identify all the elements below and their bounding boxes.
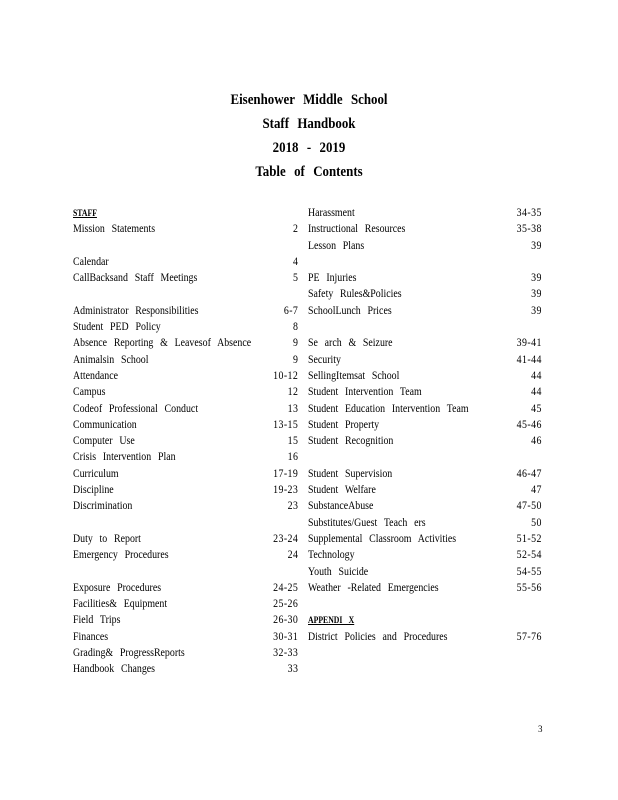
- toc-entry: [73, 221, 298, 237]
- toc-entry-page: 12: [287, 386, 299, 399]
- toc-entry-title: Exposure Procedures: [73, 581, 162, 594]
- toc-entry-page: 51-52: [516, 532, 542, 545]
- toc-entry: [308, 270, 542, 286]
- toc-entry-page: 24-25: [273, 581, 299, 594]
- toc-entry-page: 55-56: [516, 581, 542, 594]
- toc-entry-title: SubstanceAbuse: [308, 500, 374, 513]
- toc-entry-title: Student Property: [308, 418, 380, 431]
- toc-entry-title: CallBacksand Staff Meetings: [73, 272, 198, 285]
- toc-entry-title: Field Trips: [73, 614, 121, 627]
- toc-entry-title: Youth Suicide: [308, 565, 369, 578]
- toc-spacer: [73, 564, 298, 580]
- toc-entry-page: 45-46: [516, 418, 542, 431]
- toc-entry-title: Communication: [73, 418, 137, 431]
- toc-entry-title: Discipline: [73, 484, 114, 497]
- toc-entry-page: 46: [531, 435, 542, 448]
- toc-entry: [308, 401, 542, 417]
- toc-entry: [73, 401, 298, 417]
- toc-entry-page: 39: [531, 288, 542, 301]
- toc-entry: [73, 352, 298, 368]
- toc-entry-title: Facilities& Equipment: [73, 598, 168, 611]
- toc-entry: [308, 433, 542, 449]
- toc-entry-page: 52-54: [516, 549, 542, 562]
- toc-entry: [73, 319, 298, 335]
- toc-entry-title: Crisis Intervention Plan: [73, 451, 176, 464]
- toc-entry: [308, 498, 542, 514]
- toc-entry: [308, 221, 542, 237]
- toc-entry-title: Se arch & Seizure: [308, 337, 393, 350]
- toc-entry-title: Mission Statements: [73, 223, 156, 236]
- toc-entry-title: Harassment: [308, 207, 355, 219]
- toc-entry-page: 10-12: [273, 369, 299, 382]
- toc-entry-title: Safety Rules&Policies: [308, 288, 402, 301]
- toc-entry-title: District Policies and Procedures: [308, 630, 448, 643]
- toc-entry: [308, 515, 542, 531]
- toc-entry: [73, 433, 298, 449]
- toc-entry: [308, 335, 542, 351]
- toc-entry: [73, 629, 298, 645]
- toc-entry: [308, 352, 542, 368]
- toc-entry-title: Lesson Plans: [308, 239, 365, 252]
- toc-entry: [308, 482, 542, 498]
- toc-spacer: [308, 449, 542, 465]
- toc-entry: [73, 498, 298, 514]
- toc-entry-page: 39: [531, 239, 542, 252]
- handbook-title: Staff Handbook: [262, 116, 356, 132]
- page-number: 3: [538, 724, 543, 734]
- toc-spacer: [73, 515, 298, 531]
- toc-entry-page: 13: [287, 402, 299, 415]
- toc-entry-page: 33: [287, 663, 299, 676]
- toc-entry-title: Student Education Intervention Team: [308, 402, 469, 415]
- toc-entry-page: 32-33: [273, 647, 299, 660]
- toc-entry-page: 39-41: [516, 337, 542, 350]
- toc-entry-page: 6-7: [283, 304, 299, 317]
- toc-entry: [308, 580, 542, 596]
- toc-spacer: [73, 238, 298, 254]
- toc-entry: [73, 645, 298, 661]
- toc-entry-page: 16: [287, 451, 299, 464]
- toc-entry: [73, 482, 298, 498]
- school-years: 2018 - 2019: [272, 140, 346, 156]
- toc-entry: [73, 547, 298, 563]
- title-block: [43, 88, 574, 184]
- toc-entry: [73, 612, 298, 628]
- toc-entry-page: 41-44: [516, 353, 542, 366]
- toc-entry-page: 2: [292, 223, 299, 236]
- toc-entry-page: 5: [292, 272, 299, 285]
- toc-entry-title: Absence Reporting & Leavesof Absence: [73, 337, 252, 350]
- toc-entry-page: 44: [531, 386, 542, 399]
- toc-entry: [73, 580, 298, 596]
- toc-entry-title: Computer Use: [73, 435, 135, 448]
- toc-spacer: [73, 286, 298, 302]
- toc-entry-title: Duty to Report: [73, 532, 141, 545]
- toc-entry-title: SchoolLunch Prices: [308, 304, 392, 317]
- toc-entry: [308, 547, 542, 563]
- toc-entry-title: Instructional Resources: [308, 223, 406, 236]
- toc-entry: [73, 466, 298, 482]
- toc-entry-page: 26-30: [273, 614, 299, 627]
- toc-entry: [308, 466, 542, 482]
- toc-entry: [73, 449, 298, 465]
- toc-entry: [73, 335, 298, 351]
- toc-entry-page: 13-15: [273, 418, 299, 431]
- toc-entry-page: 19-23: [273, 484, 299, 497]
- toc-heading: Table of Contents: [255, 164, 363, 180]
- toc-entry-title: Weather -Related Emergencies: [308, 581, 439, 594]
- toc-left-column: [73, 205, 298, 678]
- toc-entry-page: 39: [531, 304, 542, 317]
- toc-entry-page: 4: [292, 255, 299, 268]
- toc-entry-title: Animalsin School: [73, 353, 149, 366]
- toc-entry: [308, 205, 542, 221]
- toc-entry-page: 34-35: [516, 207, 542, 219]
- toc-entry-title: Codeof Professional Conduct: [73, 402, 199, 415]
- toc-entry-title: Substitutes/Guest Teach ers: [308, 516, 426, 529]
- toc-section-heading: [308, 612, 542, 628]
- toc-entry: [308, 531, 542, 547]
- toc-entry-title: Student Recognition: [308, 435, 394, 448]
- toc-entry-title: PE Injuries: [308, 272, 357, 285]
- toc-entry: [308, 564, 542, 580]
- toc-entry: [73, 531, 298, 547]
- toc-entry-title: Emergency Procedures: [73, 549, 169, 562]
- toc-entry: [73, 661, 298, 677]
- toc-entry: [73, 254, 298, 270]
- toc-entry-page: 46-47: [516, 467, 542, 480]
- toc-right-column: [308, 205, 542, 645]
- toc-entry-page: 50: [531, 516, 542, 529]
- toc-entry: [73, 368, 298, 384]
- toc-entry-page: 44: [531, 369, 542, 382]
- toc-entry-page: 15: [287, 435, 299, 448]
- toc-entry-page: 17-19: [273, 467, 299, 480]
- toc-entry-title: Student Welfare: [308, 484, 376, 497]
- toc-entry: [73, 417, 298, 433]
- toc-entry-page: 35-38: [516, 223, 542, 236]
- toc-entry: [308, 303, 542, 319]
- toc-entry-page: 39: [531, 272, 542, 285]
- toc-entry-page: 57-76: [516, 630, 542, 643]
- toc-entry-page: 47: [531, 484, 542, 497]
- toc-spacer: [308, 596, 542, 612]
- toc-spacer: [308, 254, 542, 270]
- toc-spacer: [308, 319, 542, 335]
- toc-entry: [73, 384, 298, 400]
- toc-entry-title: Grading& ProgressReports: [73, 647, 185, 660]
- toc-entry-page: 9: [292, 337, 299, 350]
- toc-entry-title: Discrimination: [73, 500, 133, 513]
- toc-entry: [308, 286, 542, 302]
- toc-entry-title: Handbook Changes: [73, 663, 156, 676]
- toc-entry-page: 24: [287, 549, 299, 562]
- toc-entry: [73, 270, 298, 286]
- toc-entry-title: Supplemental Classroom Activities: [308, 532, 457, 545]
- toc-entry-title: APPENDI X: [308, 615, 355, 626]
- toc-entry-title: SellingItemsat School: [308, 369, 400, 382]
- toc-entry: [308, 417, 542, 433]
- toc-entry-title: Technology: [308, 549, 355, 562]
- toc-entry-page: 23: [287, 500, 299, 513]
- toc-entry: [308, 384, 542, 400]
- toc-entry-page: 45: [531, 402, 542, 415]
- toc-entry: [73, 303, 298, 319]
- toc-entry-title: Calendar: [73, 255, 109, 268]
- toc-entry-page: 47-50: [516, 500, 542, 513]
- toc-entry-title: Finances: [73, 630, 109, 643]
- toc-entry-page: 8: [292, 321, 299, 334]
- toc-entry-title: Attendance: [73, 369, 119, 382]
- toc-entry: [308, 238, 542, 254]
- toc-entry-title: Student Intervention Team: [308, 386, 422, 399]
- toc-entry-title: Student Supervision: [308, 467, 393, 480]
- toc-entry-title: Campus: [73, 386, 106, 399]
- toc-entry-title: Security: [308, 353, 341, 366]
- toc-entry-page: 30-31: [273, 630, 299, 643]
- toc-entry-page: 9: [292, 353, 299, 366]
- toc-entry-title: Administrator Responsibilities: [73, 304, 199, 317]
- toc-entry-page: 25-26: [273, 598, 299, 611]
- toc-entry-page: 23-24: [273, 532, 299, 545]
- toc-entry: [308, 629, 542, 645]
- toc-entry-title: STAFF: [73, 208, 97, 218]
- toc-entry-page: 54-55: [516, 565, 542, 578]
- school-name: Eisenhower Middle School: [230, 92, 388, 108]
- toc-entry-title: Student PED Policy: [73, 321, 161, 334]
- toc-entry: [308, 368, 542, 384]
- toc-entry: [73, 596, 298, 612]
- toc-entry-title: Curriculum: [73, 467, 119, 480]
- toc-section-heading: [73, 205, 298, 221]
